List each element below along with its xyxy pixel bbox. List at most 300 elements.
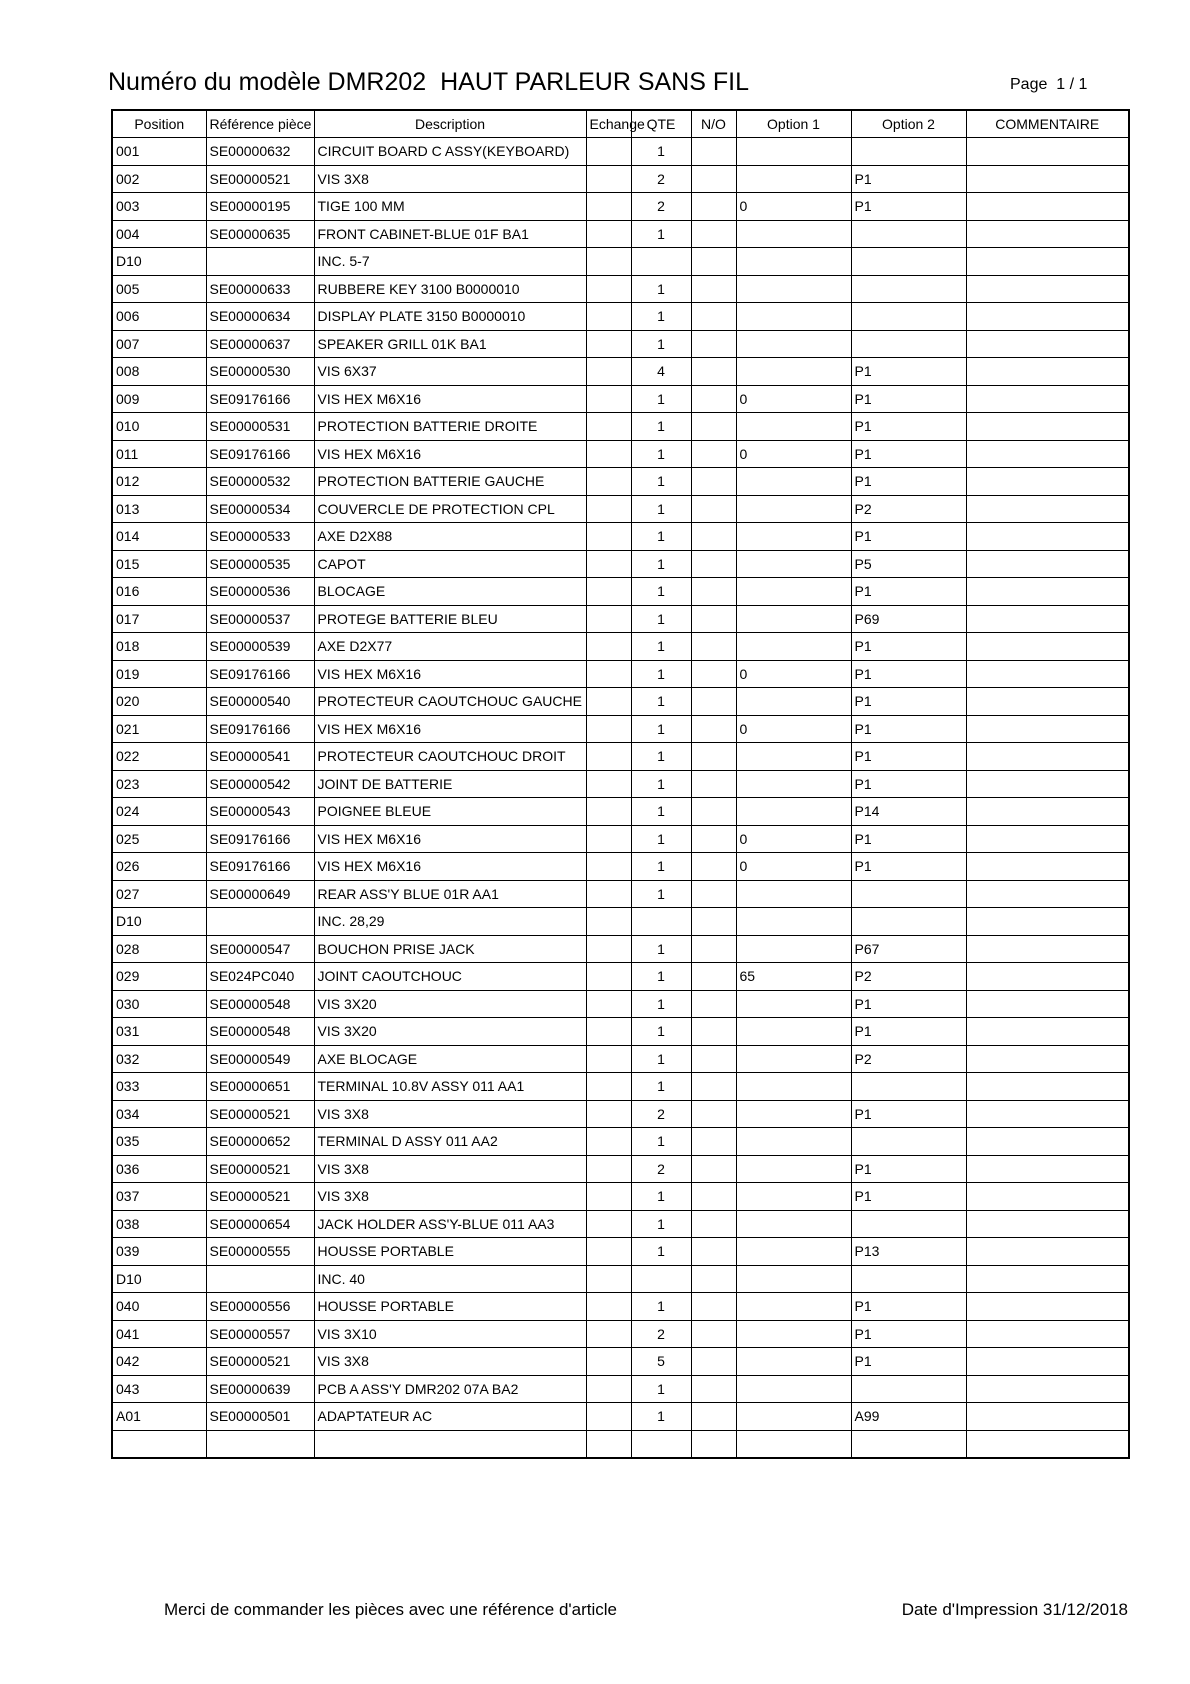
quantity-cell: 1 xyxy=(631,605,691,633)
option2-cell xyxy=(851,1073,966,1101)
position-cell: 028 xyxy=(112,935,206,963)
description-cell: PCB A ASS'Y DMR202 07A BA2 xyxy=(314,1375,586,1403)
echange-cell xyxy=(586,605,631,633)
echange-cell xyxy=(586,165,631,193)
position-cell: 027 xyxy=(112,880,206,908)
no-cell xyxy=(691,770,736,798)
no-cell xyxy=(691,880,736,908)
quantity-cell: 1 xyxy=(631,633,691,661)
comment-cell xyxy=(966,275,1129,303)
option2-cell: P1 xyxy=(851,743,966,771)
quantity-cell: 1 xyxy=(631,1293,691,1321)
quantity-cell: 1 xyxy=(631,330,691,358)
reference-cell: SE00000651 xyxy=(206,1073,314,1101)
comment-cell xyxy=(966,1403,1129,1431)
table-row xyxy=(112,1375,1129,1403)
option1-cell: 0 xyxy=(736,715,851,743)
echange-cell xyxy=(586,303,631,331)
echange-cell xyxy=(586,1018,631,1046)
description-cell: INC. 40 xyxy=(314,1265,586,1293)
column-header: Echange xyxy=(586,110,631,138)
position-cell: 032 xyxy=(112,1045,206,1073)
description-cell: PROTECTION BATTERIE GAUCHE xyxy=(314,468,586,496)
quantity-cell: 1 xyxy=(631,1375,691,1403)
echange-cell xyxy=(586,440,631,468)
table-row xyxy=(112,1238,1129,1266)
quantity-cell xyxy=(631,248,691,276)
echange-cell xyxy=(586,385,631,413)
table-row xyxy=(112,633,1129,661)
position-cell: 014 xyxy=(112,523,206,551)
comment-cell xyxy=(966,248,1129,276)
no-cell xyxy=(691,1155,736,1183)
no-cell xyxy=(691,1238,736,1266)
option2-cell: P1 xyxy=(851,1100,966,1128)
reference-cell: SE09176166 xyxy=(206,385,314,413)
reference-cell: SE00000654 xyxy=(206,1210,314,1238)
option1-cell xyxy=(736,633,851,661)
option1-cell xyxy=(736,743,851,771)
quantity-cell: 1 xyxy=(631,495,691,523)
comment-cell xyxy=(966,1238,1129,1266)
option2-cell xyxy=(851,880,966,908)
echange-cell xyxy=(586,798,631,826)
print-date: Date d'Impression 31/12/2018 xyxy=(901,1600,1128,1619)
reference-cell: SE00000548 xyxy=(206,990,314,1018)
echange-cell xyxy=(586,908,631,936)
footer-note: Merci de commander les pièces avec une référence d'article xyxy=(164,1600,618,1619)
option2-cell xyxy=(851,1128,966,1156)
reference-cell xyxy=(206,1430,314,1458)
position-cell: D10 xyxy=(112,248,206,276)
table-row xyxy=(112,1045,1129,1073)
reference-cell: SE00000195 xyxy=(206,193,314,221)
option2-cell xyxy=(851,330,966,358)
quantity-cell: 2 xyxy=(631,1320,691,1348)
quantity-cell: 1 xyxy=(631,853,691,881)
no-cell xyxy=(691,715,736,743)
option2-cell xyxy=(851,248,966,276)
column-header: N/O xyxy=(691,110,736,138)
option1-cell xyxy=(736,1155,851,1183)
echange-cell xyxy=(586,963,631,991)
quantity-cell: 1 xyxy=(631,1045,691,1073)
option1-cell: 0 xyxy=(736,825,851,853)
no-cell xyxy=(691,1293,736,1321)
table-row xyxy=(112,495,1129,523)
table-row xyxy=(112,853,1129,881)
position-cell: 006 xyxy=(112,303,206,331)
reference-cell: SE00000652 xyxy=(206,1128,314,1156)
option2-cell: P1 xyxy=(851,440,966,468)
option1-cell xyxy=(736,358,851,386)
no-cell xyxy=(691,248,736,276)
reference-cell: SE024PC040 xyxy=(206,963,314,991)
table-header-row xyxy=(112,110,1129,138)
reference-cell: SE00000555 xyxy=(206,1238,314,1266)
description-cell: INC. 28,29 xyxy=(314,908,586,936)
option2-cell: P1 xyxy=(851,825,966,853)
table-row xyxy=(112,165,1129,193)
description-cell: TERMINAL D ASSY 011 AA2 xyxy=(314,1128,586,1156)
position-cell: 022 xyxy=(112,743,206,771)
comment-cell xyxy=(966,385,1129,413)
table-row xyxy=(112,1293,1129,1321)
quantity-cell: 2 xyxy=(631,193,691,221)
quantity-cell: 1 xyxy=(631,963,691,991)
option2-cell xyxy=(851,1210,966,1238)
quantity-cell: 1 xyxy=(631,468,691,496)
option1-cell xyxy=(736,138,851,166)
table-row xyxy=(112,798,1129,826)
no-cell xyxy=(691,413,736,441)
echange-cell xyxy=(586,523,631,551)
option1-cell xyxy=(736,1210,851,1238)
option2-cell xyxy=(851,908,966,936)
echange-cell xyxy=(586,1430,631,1458)
reference-cell: SE00000556 xyxy=(206,1293,314,1321)
position-cell: 002 xyxy=(112,165,206,193)
echange-cell xyxy=(586,1238,631,1266)
description-cell xyxy=(314,1430,586,1458)
quantity-cell: 2 xyxy=(631,1155,691,1183)
table-row xyxy=(112,1430,1129,1458)
description-cell: JOINT DE BATTERIE xyxy=(314,770,586,798)
comment-cell xyxy=(966,1348,1129,1376)
option2-cell: P1 xyxy=(851,1155,966,1183)
option2-cell: P5 xyxy=(851,550,966,578)
position-cell: D10 xyxy=(112,1265,206,1293)
option1-cell xyxy=(736,1265,851,1293)
description-cell: VIS 3X20 xyxy=(314,990,586,1018)
no-cell xyxy=(691,165,736,193)
no-cell xyxy=(691,1128,736,1156)
comment-cell xyxy=(966,303,1129,331)
option2-cell: P67 xyxy=(851,935,966,963)
comment-cell xyxy=(966,1045,1129,1073)
reference-cell: SE09176166 xyxy=(206,715,314,743)
echange-cell xyxy=(586,358,631,386)
position-cell: 016 xyxy=(112,578,206,606)
comment-cell xyxy=(966,1293,1129,1321)
table-row xyxy=(112,248,1129,276)
description-cell: CIRCUIT BOARD C ASSY(KEYBOARD) xyxy=(314,138,586,166)
description-cell: VIS 3X8 xyxy=(314,1183,586,1211)
table-row xyxy=(112,1073,1129,1101)
quantity-cell: 4 xyxy=(631,358,691,386)
table-row xyxy=(112,743,1129,771)
comment-cell xyxy=(966,523,1129,551)
description-cell: VIS 3X8 xyxy=(314,1155,586,1183)
option2-cell: P1 xyxy=(851,633,966,661)
quantity-cell: 1 xyxy=(631,1018,691,1046)
description-cell: VIS 3X20 xyxy=(314,1018,586,1046)
reference-cell: SE00000539 xyxy=(206,633,314,661)
echange-cell xyxy=(586,1293,631,1321)
description-cell: VIS HEX M6X16 xyxy=(314,825,586,853)
table-row xyxy=(112,688,1129,716)
comment-cell xyxy=(966,715,1129,743)
option1-cell xyxy=(736,1348,851,1376)
table-row xyxy=(112,413,1129,441)
option1-cell xyxy=(736,1100,851,1128)
comment-cell xyxy=(966,633,1129,661)
reference-cell: SE00000521 xyxy=(206,165,314,193)
reference-cell: SE00000543 xyxy=(206,798,314,826)
reference-cell: SE09176166 xyxy=(206,440,314,468)
quantity-cell: 1 xyxy=(631,275,691,303)
no-cell xyxy=(691,1073,736,1101)
reference-cell: SE00000635 xyxy=(206,220,314,248)
option1-cell: 0 xyxy=(736,660,851,688)
comment-cell xyxy=(966,578,1129,606)
description-cell: ADAPTATEUR AC xyxy=(314,1403,586,1431)
no-cell xyxy=(691,1100,736,1128)
option1-cell xyxy=(736,688,851,716)
echange-cell xyxy=(586,1100,631,1128)
position-cell: 024 xyxy=(112,798,206,826)
echange-cell xyxy=(586,853,631,881)
comment-cell xyxy=(966,1265,1129,1293)
quantity-cell xyxy=(631,1430,691,1458)
reference-cell: SE00000540 xyxy=(206,688,314,716)
comment-cell xyxy=(966,220,1129,248)
no-cell xyxy=(691,468,736,496)
reference-cell: SE00000530 xyxy=(206,358,314,386)
no-cell xyxy=(691,138,736,166)
table-row xyxy=(112,1018,1129,1046)
comment-cell xyxy=(966,1375,1129,1403)
description-cell: VIS HEX M6X16 xyxy=(314,660,586,688)
no-cell xyxy=(691,1018,736,1046)
comment-cell xyxy=(966,330,1129,358)
option1-cell xyxy=(736,1403,851,1431)
option1-cell xyxy=(736,413,851,441)
echange-cell xyxy=(586,770,631,798)
option2-cell xyxy=(851,1375,966,1403)
option1-cell xyxy=(736,578,851,606)
echange-cell xyxy=(586,193,631,221)
table-row xyxy=(112,1210,1129,1238)
table-row xyxy=(112,715,1129,743)
quantity-cell: 1 xyxy=(631,1403,691,1431)
comment-cell xyxy=(966,688,1129,716)
comment-cell xyxy=(966,743,1129,771)
no-cell xyxy=(691,825,736,853)
position-cell: 021 xyxy=(112,715,206,743)
position-cell: 004 xyxy=(112,220,206,248)
option1-cell xyxy=(736,1018,851,1046)
reference-cell: SE00000533 xyxy=(206,523,314,551)
reference-cell xyxy=(206,908,314,936)
option1-cell xyxy=(736,303,851,331)
description-cell: COUVERCLE DE PROTECTION CPL xyxy=(314,495,586,523)
comment-cell xyxy=(966,935,1129,963)
reference-cell: SE00000521 xyxy=(206,1183,314,1211)
position-cell: 015 xyxy=(112,550,206,578)
option2-cell: P1 xyxy=(851,578,966,606)
reference-cell: SE00000649 xyxy=(206,880,314,908)
table-row xyxy=(112,1183,1129,1211)
description-cell: TIGE 100 MM xyxy=(314,193,586,221)
no-cell xyxy=(691,495,736,523)
option2-cell: P13 xyxy=(851,1238,966,1266)
option1-cell xyxy=(736,1430,851,1458)
quantity-cell: 1 xyxy=(631,550,691,578)
table-row xyxy=(112,1265,1129,1293)
option2-cell: P1 xyxy=(851,1320,966,1348)
comment-cell xyxy=(966,440,1129,468)
quantity-cell: 1 xyxy=(631,220,691,248)
table-row xyxy=(112,1155,1129,1183)
option1-cell xyxy=(736,523,851,551)
quantity-cell: 1 xyxy=(631,1210,691,1238)
option2-cell xyxy=(851,303,966,331)
echange-cell xyxy=(586,1320,631,1348)
reference-cell: SE00000531 xyxy=(206,413,314,441)
no-cell xyxy=(691,1045,736,1073)
position-cell: 008 xyxy=(112,358,206,386)
no-cell xyxy=(691,358,736,386)
quantity-cell: 1 xyxy=(631,303,691,331)
quantity-cell: 1 xyxy=(631,798,691,826)
comment-cell xyxy=(966,495,1129,523)
option2-cell: A99 xyxy=(851,1403,966,1431)
echange-cell xyxy=(586,825,631,853)
page-number: Page 1 / 1 xyxy=(1010,76,1088,93)
position-cell: 007 xyxy=(112,330,206,358)
table-row xyxy=(112,303,1129,331)
option2-cell: P2 xyxy=(851,495,966,523)
option1-cell xyxy=(736,468,851,496)
table-row xyxy=(112,770,1129,798)
comment-cell xyxy=(966,165,1129,193)
echange-cell xyxy=(586,1155,631,1183)
quantity-cell: 1 xyxy=(631,413,691,441)
position-cell: 029 xyxy=(112,963,206,991)
position-cell: 026 xyxy=(112,853,206,881)
comment-cell xyxy=(966,770,1129,798)
position-cell: A01 xyxy=(112,1403,206,1431)
description-cell: VIS 3X8 xyxy=(314,1348,586,1376)
reference-cell: SE00000637 xyxy=(206,330,314,358)
reference-cell: SE00000534 xyxy=(206,495,314,523)
table-row xyxy=(112,825,1129,853)
table-row xyxy=(112,440,1129,468)
no-cell xyxy=(691,743,736,771)
comment-cell xyxy=(966,880,1129,908)
reference-cell: SE00000634 xyxy=(206,303,314,331)
reference-cell: SE00000557 xyxy=(206,1320,314,1348)
reference-cell: SE00000536 xyxy=(206,578,314,606)
option2-cell: P69 xyxy=(851,605,966,633)
description-cell: AXE D2X88 xyxy=(314,523,586,551)
no-cell xyxy=(691,853,736,881)
option1-cell xyxy=(736,908,851,936)
no-cell xyxy=(691,330,736,358)
position-cell: 035 xyxy=(112,1128,206,1156)
reference-cell: SE00000521 xyxy=(206,1348,314,1376)
description-cell: CAPOT xyxy=(314,550,586,578)
quantity-cell: 1 xyxy=(631,523,691,551)
column-header: Référence pièce xyxy=(206,110,314,138)
echange-cell xyxy=(586,495,631,523)
description-cell: PROTECTEUR CAOUTCHOUC GAUCHE xyxy=(314,688,586,716)
comment-cell xyxy=(966,1183,1129,1211)
column-header: Position xyxy=(112,110,206,138)
quantity-cell: 1 xyxy=(631,770,691,798)
position-cell: 039 xyxy=(112,1238,206,1266)
page-title: Numéro du modèle DMR202 HAUT PARLEUR SANS FIL xyxy=(108,68,749,96)
no-cell xyxy=(691,193,736,221)
option1-cell xyxy=(736,935,851,963)
description-cell: FRONT CABINET-BLUE 01F BA1 xyxy=(314,220,586,248)
reference-cell: SE00000532 xyxy=(206,468,314,496)
option2-cell: P1 xyxy=(851,413,966,441)
option2-cell: P1 xyxy=(851,358,966,386)
reference-cell: SE00000521 xyxy=(206,1100,314,1128)
description-cell: JOINT CAOUTCHOUC xyxy=(314,963,586,991)
position-cell: 041 xyxy=(112,1320,206,1348)
option2-cell: P1 xyxy=(851,688,966,716)
echange-cell xyxy=(586,1073,631,1101)
no-cell xyxy=(691,1403,736,1431)
option1-cell xyxy=(736,1045,851,1073)
reference-cell xyxy=(206,248,314,276)
option2-cell: P1 xyxy=(851,193,966,221)
option1-cell xyxy=(736,330,851,358)
echange-cell xyxy=(586,935,631,963)
table-row xyxy=(112,908,1129,936)
description-cell: PROTECTEUR CAOUTCHOUC DROIT xyxy=(314,743,586,771)
option2-cell: P1 xyxy=(851,523,966,551)
echange-cell xyxy=(586,633,631,661)
option1-cell xyxy=(736,495,851,523)
quantity-cell xyxy=(631,908,691,936)
table-row xyxy=(112,1320,1129,1348)
echange-cell xyxy=(586,275,631,303)
comment-cell xyxy=(966,1430,1129,1458)
description-cell: VIS 6X37 xyxy=(314,358,586,386)
position-cell: 036 xyxy=(112,1155,206,1183)
table-row xyxy=(112,468,1129,496)
option2-cell: P1 xyxy=(851,1018,966,1046)
position-cell: 019 xyxy=(112,660,206,688)
reference-cell: SE00000535 xyxy=(206,550,314,578)
quantity-cell: 2 xyxy=(631,1100,691,1128)
comment-cell xyxy=(966,1128,1129,1156)
quantity-cell: 1 xyxy=(631,440,691,468)
position-cell: 031 xyxy=(112,1018,206,1046)
no-cell xyxy=(691,440,736,468)
no-cell xyxy=(691,633,736,661)
reference-cell: SE00000633 xyxy=(206,275,314,303)
quantity-cell: 1 xyxy=(631,715,691,743)
reference-cell: SE00000632 xyxy=(206,138,314,166)
reference-cell: SE09176166 xyxy=(206,825,314,853)
description-cell: VIS 3X8 xyxy=(314,165,586,193)
no-cell xyxy=(691,220,736,248)
no-cell xyxy=(691,935,736,963)
reference-cell: SE00000542 xyxy=(206,770,314,798)
quantity-cell: 1 xyxy=(631,1073,691,1101)
comment-cell xyxy=(966,413,1129,441)
no-cell xyxy=(691,385,736,413)
position-cell xyxy=(112,1430,206,1458)
position-cell: 012 xyxy=(112,468,206,496)
option1-cell: 0 xyxy=(736,385,851,413)
no-cell xyxy=(691,1265,736,1293)
